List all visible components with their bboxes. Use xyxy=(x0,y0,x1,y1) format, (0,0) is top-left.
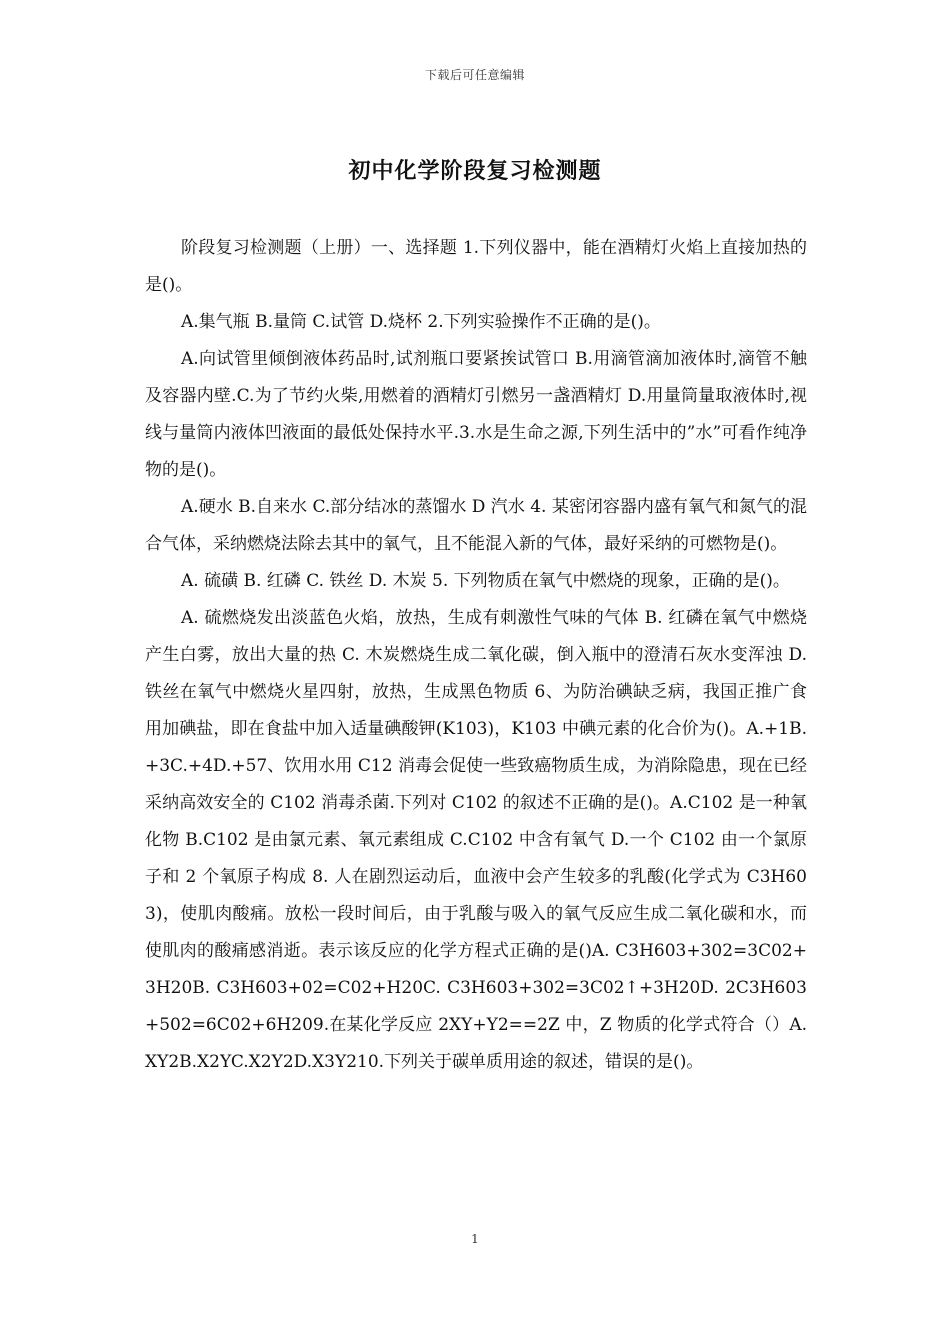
document-title: 初中化学阶段复习检测题 xyxy=(348,158,602,184)
paragraph-5: A. 硫磺 B. 红磷 C. 铁丝 D. 木炭 5. 下列物质在氧气中燃烧的现象，正确的是()。 xyxy=(181,571,790,591)
paragraph-1: 阶段复习检测题（上册）一、选择题 1.下列仪器中，能在酒精灯火焰上直接加热的是()。 xyxy=(145,238,807,295)
header-note: 下载后可任意编辑 xyxy=(424,68,525,82)
paragraph-2: A.集气瓶 B.量筒 C.试管 D.烧杯 2.下列实验操作不正确的是()。 xyxy=(181,312,661,332)
document-body xyxy=(145,230,807,1081)
paragraph-6: A. 硫燃烧发出淡蓝色火焰，放热，生成有刺激性气味的气体 B. 红磷在氧气中燃烧产生白雾，放出大量的热 C. 木炭燃烧生成二氧化碳，倒入瓶中的澄清石灰水变浑浊 D. 铁丝在氧气中燃烧火星四射，放热，生成黑色物质 6、为防治碘缺乏病，我国正推广食用加碘盐，即在食盐中加入适量碘酸钾(K103)，K103 中碘元素的化合价为()。A.+1B.+3C.+4D.+57、饮用水用 C12 消毒会促使一些致癌物质生成，为消除隐患，现在已经采纳高效安全的 C102 消毒杀菌.下列对 C102 的叙述不正确的是()。A.C102 是一种氧化物 B.C102 是由氯元素、氧元素组成 C.C102 中含有氧气 D.一个 C102 由一个氯原子和 2 个氧原子构成 8. 人在剧烈运动后，血液中会产生较多的乳酸(化学式为 C3H603)，使肌肉酸痛。放松一段时间后，由于乳酸与吸入的氧气反应生成二氧化碳和水，而使肌肉的酸痛感消逝。表示该反应的化学方程式正确的是()A. C3H603+302=3C02+3H20B. C3H603+02=C02+H20C. C3H603+302=3C02↑+3H20D. 2C3H603+502=6C02+6H209.在某化学反应 2XY+Y2==2Z 中，Z 物质的化学式符合（）A.XY2B.X2YC.X2Y2D.X3Y210.下列关于碳单质用途的叙述，错误的是()。 xyxy=(145,608,807,1072)
page-number: 1 xyxy=(471,1232,479,1246)
paragraph-3: A.向试管里倾倒液体药品时,试剂瓶口要紧挨试管口 B.用滴管滴加液体时,滴管不触及容器内壁.C.为了节约火柴,用燃着的酒精灯引燃另一盏酒精灯 D.用量筒量取液体时,视线与量筒内液体凹液面的最低处保持水平.3.水是生命之源,下列生活中的”水”可看作纯净物的是()。 xyxy=(145,349,807,480)
paragraph-4: A.硬水 B.自来水 C.部分结冰的蒸馏水 D 汽水 4. 某密闭容器内盛有氧气和氮气的混合气体，采纳燃烧法除去其中的氧气，且不能混入新的气体，最好采纳的可燃物是()。 xyxy=(145,497,807,554)
